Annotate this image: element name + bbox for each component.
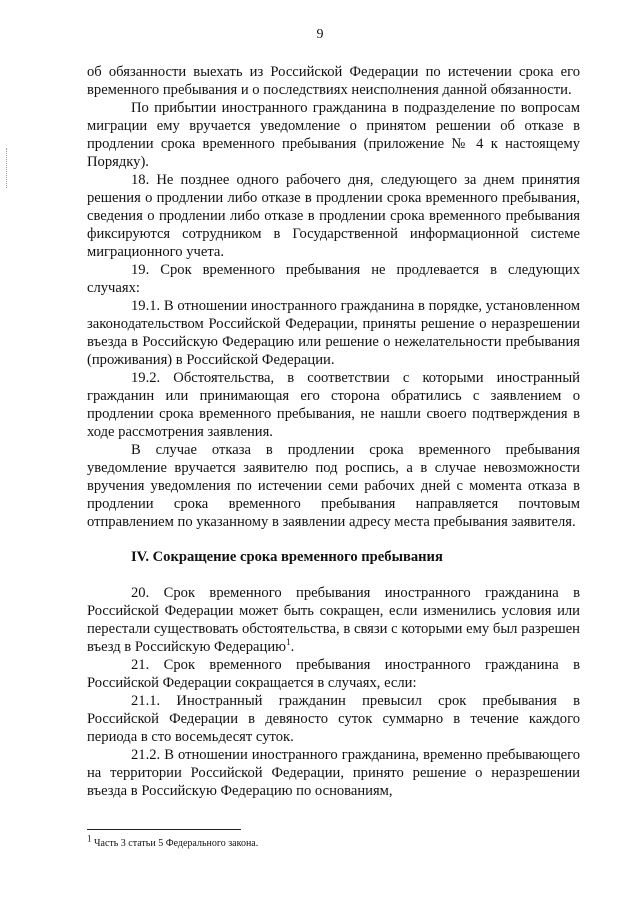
paragraph-19: 19. Срок временного пребывания не продлевается в следующих случаях: [87,262,580,296]
paragraph-21-2: 21.2. В отношении иностранного гражданина, временно пребывающего на территории Российской Федерации, принято решение о неразрешении въезда в Российскую Федерацию по основаниям, [87,747,580,799]
binding-marks [6,148,10,188]
paragraph-continuation: об обязанности выехать из Российской Федерации по истечении срока его временного пребывания и о последствиях неисполнения данной обязанности. [87,64,580,98]
paragraph-notification: По прибытии иностранного гражданина в подразделение по вопросам миграции ему вручается уведомление о принятом решении об отказе в продлении срока временного пребывания (приложение № 4 к настоящему Порядку). [87,100,580,170]
paragraph-21-1: 21.1. Иностранный гражданин превысил срок пребывания в Российской Федерации в девяносто суток суммарно в течение каждого периода в сто восемьдесят суток. [87,693,580,745]
footnote-marker: 1 [87,833,92,844]
paragraph-20-text: 20. Срок временного пребывания иностранного гражданина в Российской Федерации может быть сокращен, если изменились условия или перестали существовать обстоятельства, в связи с которыми ему был разрешен въезд в Российскую Федерацию [87,585,580,655]
paragraph-18: 18. Не позднее одного рабочего дня, следующего за днем принятия решения о продлении либо отказе в продлении срока временного пребывания, сведения о продлении либо отказе в продлении срока временного пребывания фиксируются сотрудником в Государственной информационной системе миграционного учета. [87,172,580,260]
paragraph-refusal: В случае отказа в продлении срока временного пребывания уведомление вручается заявителю под роспись, а в случае невозможности вручения уведомления по истечении семи рабочих дней с момента отказа в продлении срока временного пребывания направляется почтовым отправлением по указанному в заявлении адресу места пребывания заявителя. [87,442,580,530]
document-body [87,63,580,800]
page-number: 9 [316,27,324,42]
footnote-reference: 1 [286,637,291,648]
footnote-separator [87,829,241,830]
paragraph-20 [87,584,580,656]
footnote [87,833,580,850]
paragraph-19-1: 19.1. В отношении иностранного гражданина в порядке, установленном законодательством Российской Федерации, приняты решение о неразрешении въезда в Российскую Федерацию или решение о нежелательности пребывания (проживания) в Российской Федерации. [87,298,580,368]
paragraph-19-2: 19.2. Обстоятельства, в соответствии с которыми иностранный гражданин или принимающая его сторона обратились с заявлением о продлении срока временного пребывания, не нашли своего подтверждения в ходе рассмотрения заявления. [87,370,580,440]
section-heading: IV. Сокращение срока временного пребывания [131,549,443,565]
footnote-text: Часть 3 статьи 5 Федерального закона. [91,838,259,849]
paragraph-20-end: . [290,639,295,655]
paragraph-21: 21. Срок временного пребывания иностранного гражданина в Российской Федерации сокращается в случаях, если: [87,657,580,691]
